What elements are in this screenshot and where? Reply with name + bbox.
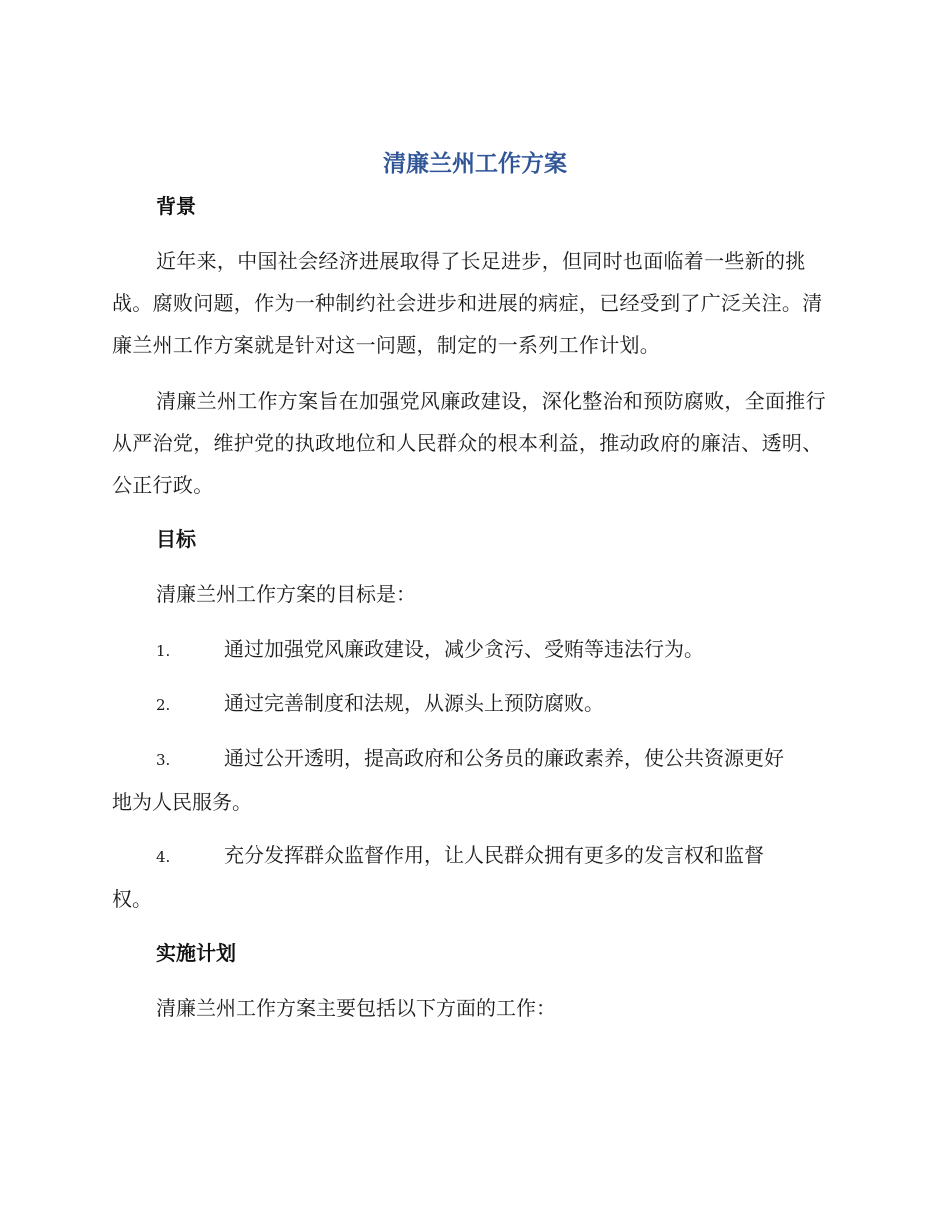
goal-item-3: [112, 737, 834, 823]
goal-item-number: 2.: [156, 696, 171, 714]
goal-item-1: [112, 628, 834, 672]
plan-intro: 清廉兰州工作方案主要包括以下方面的工作：: [156, 996, 556, 1020]
section-heading-plan: 实施计划: [156, 941, 236, 965]
goal-item-text: 通过完善制度和法规，从源头上预防腐败。: [224, 691, 604, 715]
background-paragraph-2: 清廉兰州工作方案旨在加强党风廉政建设，深化整治和预防腐败，全面推行从严治党，维护党的执政地位和人民群众的根本利益，推动政府的廉洁、透明、公正行政。: [112, 389, 826, 497]
goals-intro: 清廉兰州工作方案的目标是：: [156, 582, 416, 606]
goal-item-number: 3.: [156, 751, 171, 769]
goal-item-text: 通过加强党风廉政建设，减少贪污、受贿等违法行为。: [224, 637, 704, 661]
document-title: 清廉兰州工作方案: [383, 151, 567, 177]
section-heading-goals: 目标: [156, 527, 196, 551]
goal-item-number: 4.: [156, 848, 171, 866]
goal-item-text-line1: 通过公开透明，提高政府和公务员的廉政素养，使公共资源更好: [224, 746, 784, 770]
goal-item-4: [112, 834, 834, 920]
goal-item-2: [112, 682, 834, 726]
goal-item-text-line2: 地为人民服务。: [112, 790, 252, 814]
goal-item-text-line2: 权。: [112, 887, 152, 911]
goal-item-number: 1.: [156, 642, 171, 660]
goal-item-text-line1: 充分发挥群众监督作用，让人民群众拥有更多的发言权和监督: [224, 843, 764, 867]
section-heading-background: 背景: [156, 194, 196, 218]
background-paragraph-1: 近年来，中国社会经济进展取得了长足进步，但同时也面临着一些新的挑战。腐败问题，作为一种制约社会进步和进展的病症，已经受到了广泛关注。清廉兰州工作方案就是针对这一问题，制定的一系列工作计划。: [112, 249, 823, 357]
